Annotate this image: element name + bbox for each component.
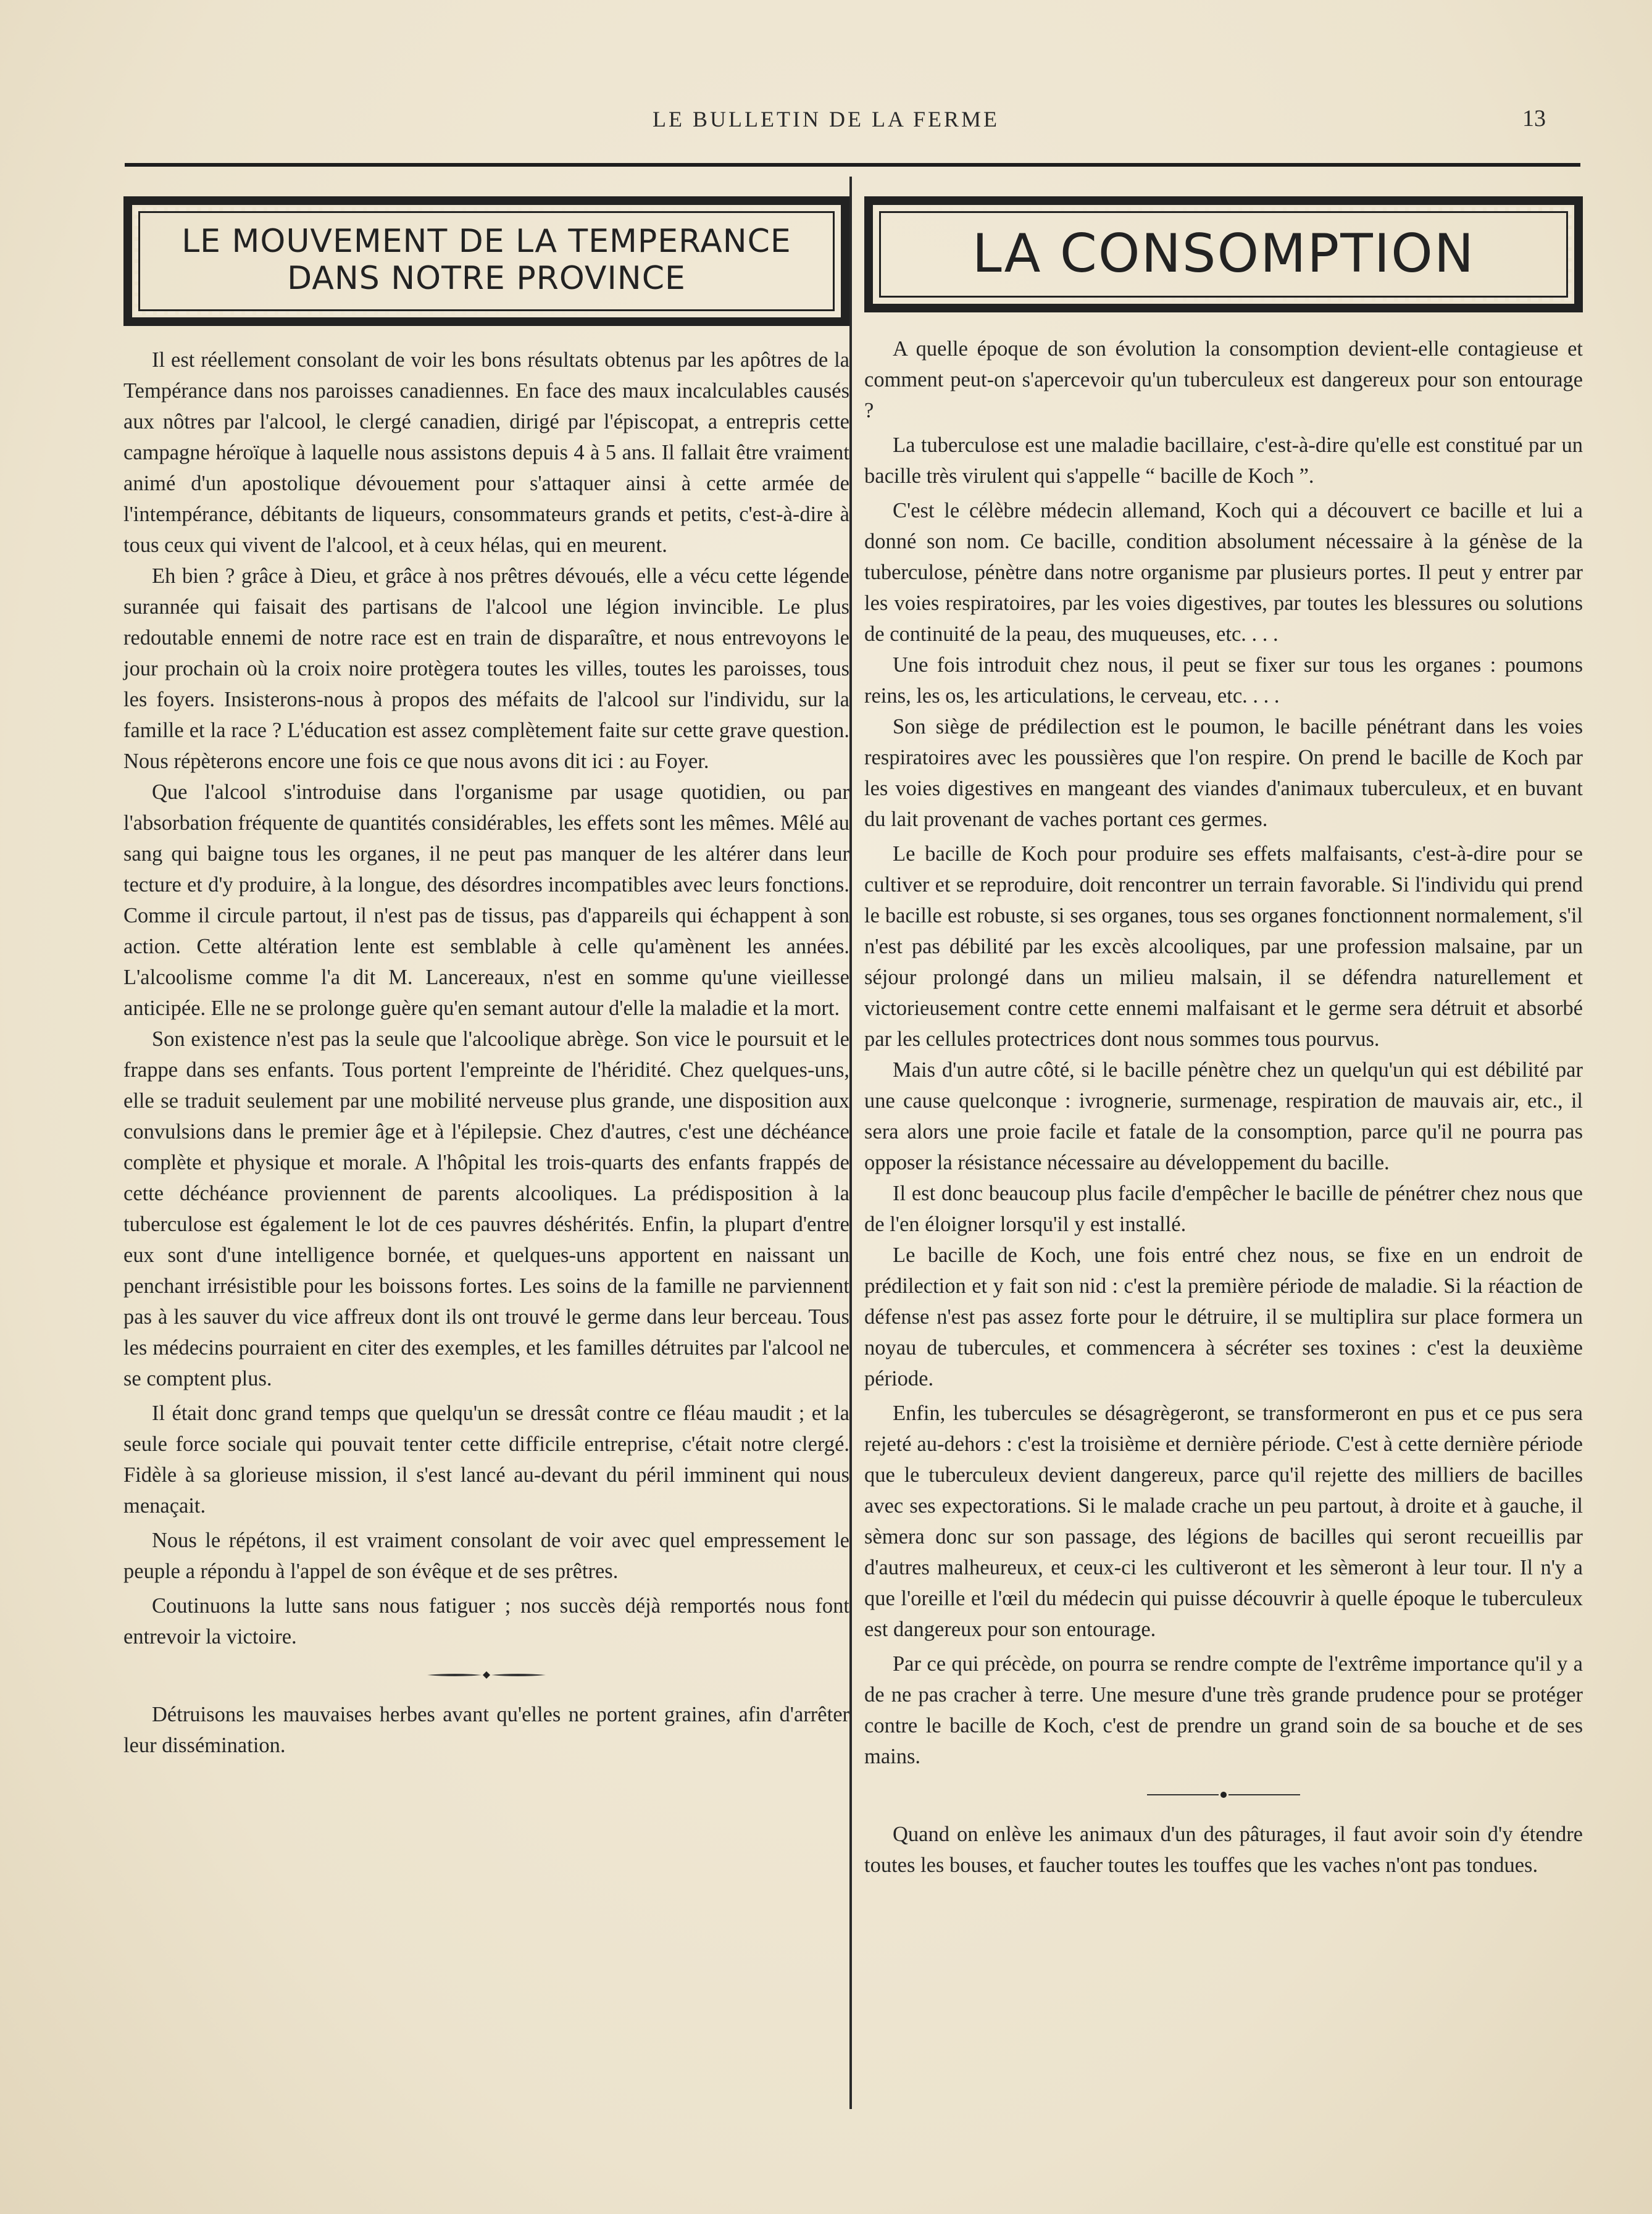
article-paragraph: Nous le répétons, il est vraiment consolant de voir avec quel empressement le peuple a répondu à l'appel de son évêque et de ses prêtres. — [123, 1529, 849, 1583]
right-column — [864, 196, 1583, 1881]
consomption-article — [864, 333, 1583, 1881]
page-number: 13 — [1522, 106, 1546, 132]
consomption-title: LA CONSOMPTION — [879, 211, 1568, 298]
column-divider — [849, 177, 852, 2109]
article-paragraph: Eh bien ? grâce à Dieu, et grâce à nos prêtres dévoués, elle a vécu cette légende surannée qui faisait des partisans de l'alcool une légion invincible. Le plus redoutable ennemi de notre race est en train de disparaître, et nous entrevoyons le jour prochain où la croix noire protègera toutes les villes, toutes les paroisses, tous les foyers. Insisterons-nous à propos des méfaits de l'alcool sur l'individu, sur la famille et la race ? L'éducation est assez complètement faite sur cette grave question. Nous répèterons encore une fois ce que nous avons dit ici : au Foyer. — [123, 564, 849, 773]
temperance-title — [138, 211, 835, 311]
left-column — [123, 196, 849, 1761]
temperance-title-line1: LE MOUVEMENT DE LA TEMPERANCE — [181, 223, 791, 260]
section-ornament — [864, 1786, 1583, 1804]
article-paragraph: Le bacille de Koch pour produire ses effets malfaisants, c'est-à-dire pour se cultiver et se reproduire, doit rencontrer un terrain favorable. Si l'individu qui prend le bacille est robuste, si ses organes, tous ses organes fonctionnent normalement, s'il n'est pas débilité par les excès alcooliques, par une profession malsaine, par un séjour prolongé dans un milieu malsain, il se défendra naturellement et victorieusement contre cette ennemi malfaisant et le germe sera détruit et absorbé par les cellules protectrices dont nous sommes tous pourvus. — [864, 842, 1583, 1051]
article-paragraph: Il est donc beaucoup plus facile d'empêcher le bacille de pénétrer chez nous que de l'en éloigner lorsqu'il y est installé. — [864, 1182, 1583, 1236]
footer-note: Détruisons les mauvaises herbes avant qu'elles ne portent graines, afin d'arrêter leur dissémination. — [123, 1703, 849, 1757]
article-paragraph: Son siège de prédilection est le poumon, le bacille pénétrant dans les voies respiratoires avec les poussières que l'on respire. On prend le bacille de Koch par les voies digestives en mangeant des viandes d'animaux tuberculeux, et en buvant du lait provenant de vaches portant ces germes. — [864, 715, 1583, 831]
article-paragraph: Enfin, les tubercules se désagrègeront, se transformeront en pus et ce pus sera rejeté au-dehors : c'est la troisième et dernière période. C'est à cette dernière période que le tuberculeux devient dangereux, parce qu'il rejette des milliers de bacilles avec ses expectorations. Si le malade crache un peu partout, à droite et à gauche, il sèmera donc sur son passage, des légions de bacilles qui seront recueillis par d'autres malheureux, et ceux-ci les cultiveront et les sèmeront à leur tour. Il n'y a que l'oreille et l'œil du médecin qui puisse découvrir à quelle époque le tuberculeux est dangereux pour son entourage. — [864, 1402, 1583, 1641]
running-title: LE BULLETIN DE LA FERME — [653, 107, 999, 132]
temperance-article — [123, 345, 849, 1761]
article-paragraph: Une fois introduit chez nous, il peut se fixer sur tous les organes : poumons reins, les os, les articulations, le cerveau, etc. . . . — [864, 653, 1583, 708]
article-paragraph: C'est le célèbre médecin allemand, Koch qui a découvert ce bacille et lui a donné son nom. Ce bacille, condition absolument nécessaire à la génèse de la tuberculose, pénètre dans notre organisme par plusieurs portes. Il peut y entrer par les voies respiratoires, par les voies digestives, par toutes les blessures ou solutions de continuité de la peau, des muqueuses, etc. . . . — [864, 499, 1583, 646]
footer-note: Quand on enlève les animaux d'un des pâturages, il faut avoir soin d'y étendre toutes les bouses, et faucher toutes les touffes que les vaches n'ont pas tondues. — [864, 1823, 1583, 1877]
consomption-title-box — [864, 196, 1583, 312]
article-paragraph: Coutinuons la lutte sans nous fatiguer ; nos succès déjà remportés nous font entrevoir la victoire. — [123, 1594, 849, 1648]
temperance-title-line2: DANS NOTRE PROVINCE — [287, 260, 686, 297]
section-ornament — [123, 1666, 849, 1684]
article-paragraph: Mais d'un autre côté, si le bacille pénètre chez un quelqu'un qui est débilité par une cause quelconque : ivrognerie, surmenage, respiration de mauvais air, etc., il sera alors une proie facile et fatale de la consomption, parce qu'il ne pourra pas opposer la résistance nécessaire au développement du bacille. — [864, 1058, 1583, 1174]
article-paragraph: Que l'alcool s'introduise dans l'organisme par usage quotidien, ou par l'absorbation fréquente de quantités considérables, les effets sont les mêmes. Mêlé au sang qui baigne tous les organes, il ne peut pas manquer de les altérer dans leur tecture et d'y produire, à la longue, des désordres incompatibles avec leurs fonctions. Comme il circule partout, il n'est pas de tissus, pas d'appareils qui échappent à son action. Cette altération lente est semblable à celle qu'amènent les années. L'alcoolisme comme l'a dit M. Lancereaux, n'est en somme qu'une vieillesse anticipée. Elle ne se prolonge guère qu'en semant autour d'elle la maladie et la mort. — [123, 780, 849, 1020]
article-paragraph: Il est réellement consolant de voir les bons résultats obtenus par les apôtres de la Tempérance dans nos paroisses canadiennes. En face des maux incalculables causés aux nôtres par l'alcool, le clergé canadien, dirigé par l'épiscopat, a entrepris cette campagne héroïque à laquelle nous assistons depuis 4 à 5 ans. Il fallait être vraiment animé d'un apostolique dévouement pour s'attaquer ainsi à cette armée de l'intempérance, débitants de liqueurs, consommateurs grands et petits, c'est-à-dire à tous ceux qui vivent de l'alcool, et à ceux hélas, qui en meurent. — [123, 348, 849, 557]
article-paragraph: Son existence n'est pas la seule que l'alcoolique abrège. Son vice le poursuit et le frappe dans ses enfants. Tous portent l'empreinte de l'héridité. Chez quelques-uns, elle se traduit seulement par une mobilité nerveuse plus grande, une disposition aux convulsions dans le premier âge et à l'épilepsie. Chez d'autres, c'est une déchéance complète et physique et morale. A l'hôpital les trois-quarts des enfants frappés de cette déchéance proviennent de parents alcooliques. La prédisposition à la tuberculose est également le lot de ces pauvres déshérités. Enfin, la plupart d'entre eux sont d'une intelligence bornée, et quelques-uns apportent en naissant un penchant irrésistible pour les boissons fortes. Les soins de la famille ne parviennent pas à les sauver du vice affreux dont ils ont trouvé le germe dans leur berceau. Tous les médecins pourraient en citer des exemples, et les familles détruites par l'alcool ne se comptent plus. — [123, 1027, 849, 1390]
article-paragraph: Par ce qui précède, on pourra se rendre compte de l'extrême importance qu'il y a de ne pas cracher à terre. Une mesure d'une très grande prudence pour se protéger contre le bacille de Koch, c'est de prendre un grand soin de sa bouche et de ses mains. — [864, 1652, 1583, 1768]
article-paragraph: Il était donc grand temps que quelqu'un se dressât contre ce fléau maudit ; et la seule force sociale qui pouvait tenter cette difficile entreprise, c'était notre clergé. Fidèle à sa glorieuse mission, il s'est lancé au-devant du péril imminent qui nous menaçait. — [123, 1402, 849, 1518]
article-paragraph: A quelle époque de son évolution la consomption devient-elle contagieuse et comment peut-on s'apercevoir qu'un tuberculeux est dangereux pour son entourage ? — [864, 337, 1583, 422]
temperance-title-box — [123, 196, 849, 326]
header-rule — [125, 163, 1580, 167]
article-paragraph: La tuberculose est une maladie bacillaire, c'est-à-dire qu'elle est constitué par un bacille très virulent qui s'appelle “ bacille de Koch ”. — [864, 433, 1583, 488]
article-paragraph: Le bacille de Koch, une fois entré chez nous, se fixe en un endroit de prédilection et y fait son nid : c'est la première période de maladie. Si la réaction de défense n'est pas assez forte pour le détruire, il se multiplira sur place formera un noyau de tubercules, et commencera à sécréter ses toxines : c'est la deuxième période. — [864, 1243, 1583, 1390]
